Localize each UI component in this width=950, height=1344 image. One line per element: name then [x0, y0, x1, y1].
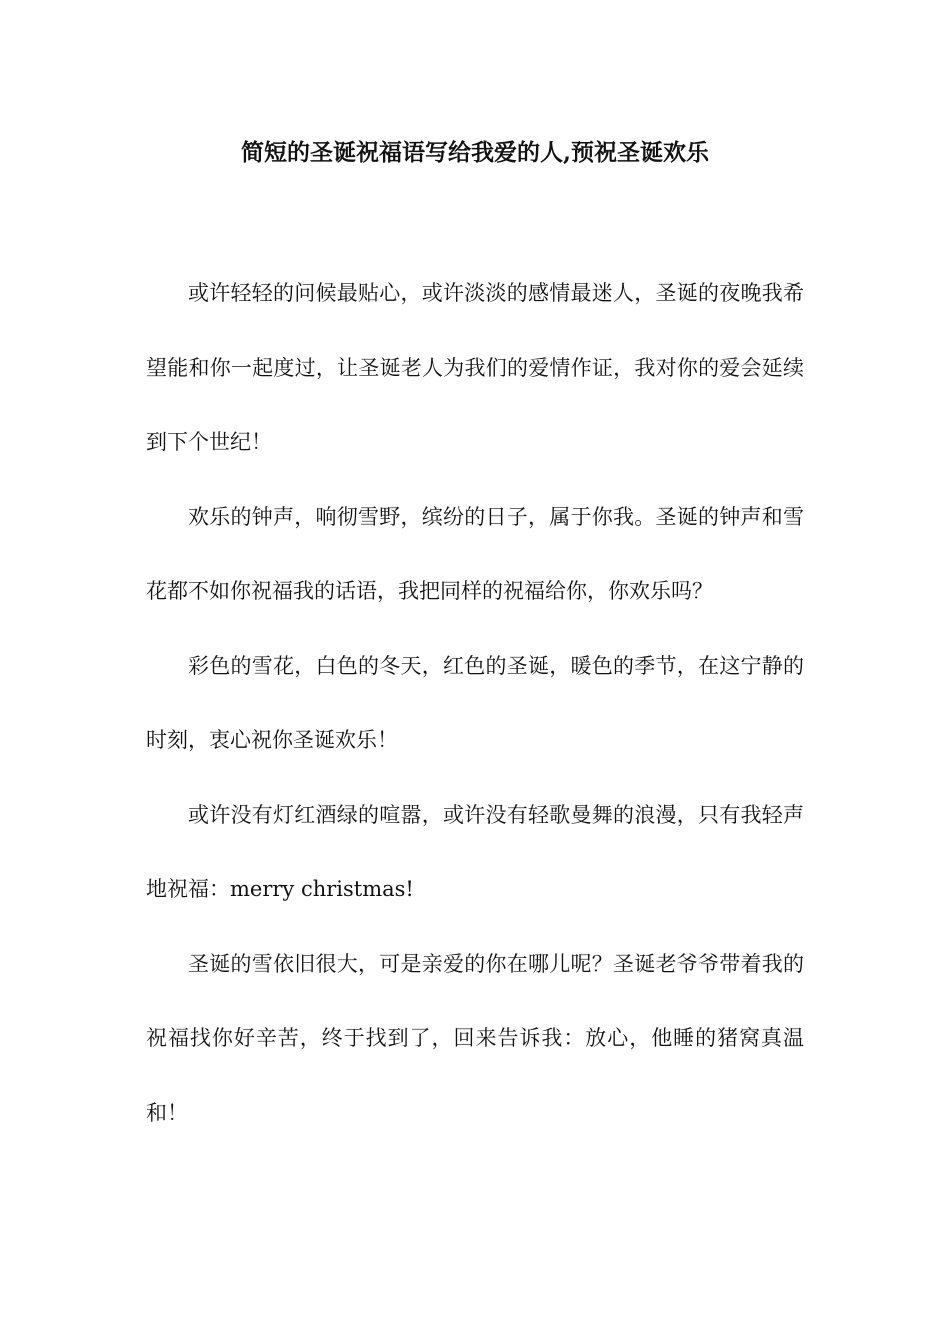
paragraph-2: 欢乐的钟声，响彻雪野，缤纷的日子，属于你我。圣诞的钟声和雪花都不如你祝福我的话语，我把同样的祝福给你，你欢乐吗？ — [146, 504, 804, 603]
paragraph-4: 或许没有灯红酒绿的喧嚣，或许没有轻歌曼舞的浪漫，只有我轻声地祝福：merry christmas! — [146, 802, 804, 901]
document-title: 简短的圣诞祝福语写给我爱的人,预祝圣诞欢乐 — [240, 139, 709, 166]
paragraph-3: 彩色的雪花，白色的冬天，红色的圣诞，暖色的季节，在这宁静的时刻，衷心祝你圣诞欢乐！ — [146, 653, 804, 752]
paragraph-1: 或许轻轻的问候最贴心，或许淡淡的感情最迷人，圣诞的夜晚我希望能和你一起度过，让圣诞老人为我们的爱情作证，我对你的爱会延续到下个世纪！ — [146, 281, 804, 454]
document-body — [146, 256, 804, 1150]
paragraph-5: 圣诞的雪依旧很大，可是亲爱的你在哪儿呢？圣诞老爷爷带着我的祝福找你好辛苦，终于找到了，回来告诉我：放心，他睡的猪窝真温和！ — [146, 951, 804, 1125]
